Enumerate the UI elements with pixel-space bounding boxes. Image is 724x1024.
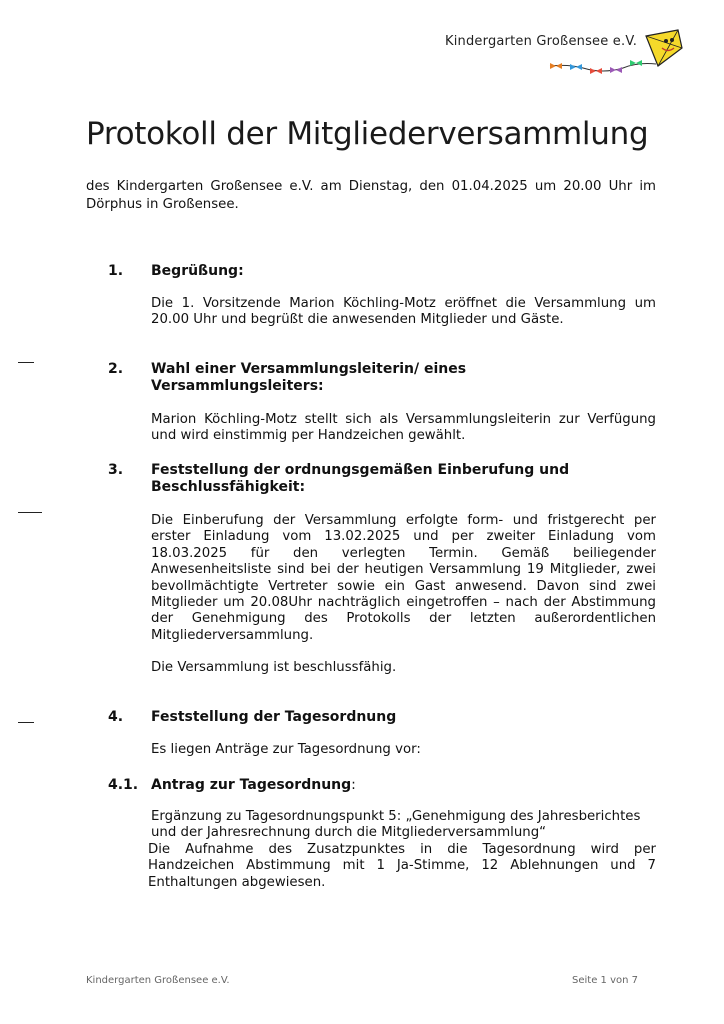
section-4-body [151, 742, 656, 758]
section-title-text: Antrag zur Tagesordnung [151, 777, 352, 793]
fold-mark [18, 512, 42, 513]
section-3-body [151, 513, 656, 677]
paragraph: Die Versammlung ist beschlussfähig. [151, 660, 397, 676]
fold-mark [18, 722, 34, 723]
section-number: 4. [108, 709, 124, 725]
section-title [151, 777, 651, 794]
logo-text: Kindergarten Großensee e.V. [445, 34, 638, 49]
section-4-1-body [148, 809, 656, 891]
paragraph: Die Einberufung der Versammlung erfolgte form- und fristgerecht per erster Einladung vom 13.02.2025 und per zweiter Einladung vom 18.03.2025 für den verlegten Termin. Gemäß beiliegender Anwesenheitsliste sind bei der heutigen Versammlung 19 Mitglieder, zwei bevollmächtigte Vertreter sowie ein Gast anwesend. Davon sind zwei Mitglieder um 20.08Uhr nachträglich eingetroffen – nach der Abstimmung der Genehmigung des Protokolls der letzten außerordentlichen Mitgliederversammlung. [151, 513, 656, 643]
section-2-body [151, 412, 656, 445]
paragraph: Ergänzung zu Tagesordnungspunkt 5: „Genehmigung des Jahresberichtes und der Jahresrechnung durch die Mitgliederversammlung“ [151, 809, 641, 841]
section-title-suffix: : [351, 777, 356, 793]
paragraph: Marion Köchling-Motz stellt sich als Versammlungsleiterin zur Verfügung und wird einstimmig per Handzeichen gewählt. [151, 412, 656, 444]
section-number: 1. [108, 263, 124, 279]
section-1-body [151, 296, 656, 329]
section-title: Wahl einer Versammlungsleiterin/ eines Versammlungsleiters: [151, 361, 467, 394]
section-title: Feststellung der Tagesordnung [151, 709, 397, 725]
page-number: Seite 1 von 7 [572, 975, 638, 986]
section-number: 3. [108, 462, 124, 478]
footer-left: Kindergarten Großensee e.V. [86, 975, 230, 986]
intro-text: des Kindergarten Großensee e.V. am Dienstag, den 01.04.2025 um 20.00 Uhr im Dörphus in Großensee. [86, 179, 656, 212]
section-title: Begrüßung: [151, 263, 244, 279]
paragraph: Die 1. Vorsitzende Marion Köchling-Motz eröffnet die Versammlung um 20.00 Uhr und begrüßt die anwesenden Mitglieder und Gäste. [151, 296, 656, 328]
kite-logo-icon [538, 26, 688, 82]
section-number: 2. [108, 361, 124, 377]
section-title: Feststellung der ordnungsgemäßen Einberufung und Beschlussfähigkeit: [151, 462, 570, 495]
section-number: 4.1. [108, 777, 139, 793]
document-title: Protokoll der Mitgliederversammlung [86, 116, 649, 152]
paragraph: Es liegen Anträge zur Tagesordnung vor: [151, 742, 421, 757]
paragraph: Die Aufnahme des Zusatzpunktes in die Tagesordnung wird per Handzeichen Abstimmung mit 1 Ja-Stimme, 12 Ablehnungen und 7 Enthaltungen abgewiesen. [148, 841, 656, 890]
fold-mark [18, 362, 34, 363]
